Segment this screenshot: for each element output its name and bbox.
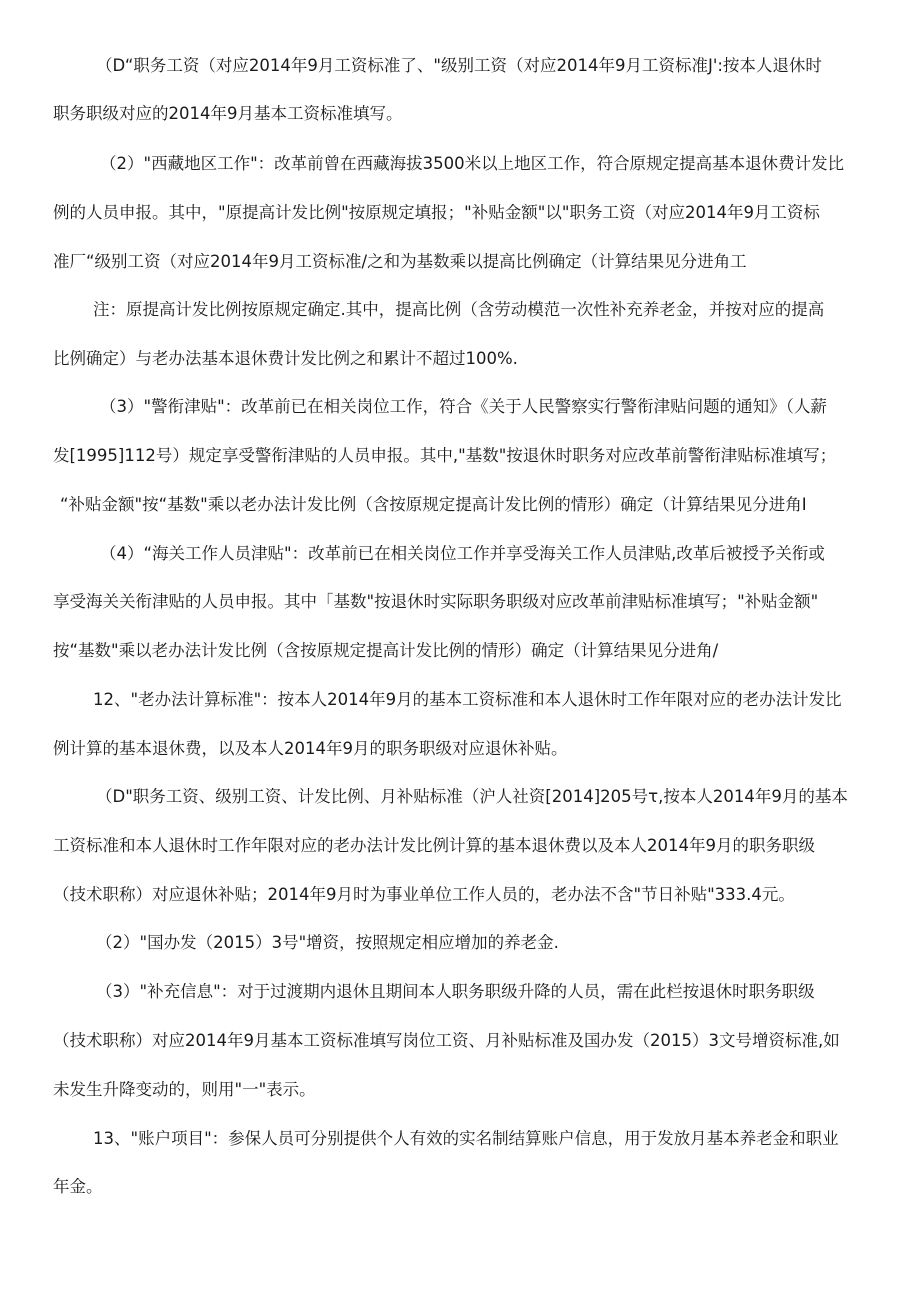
paragraph-line: （D"职务工资、级别工资、计发比例、月补贴标准（沪人社资[2014]205号τ,按本人2014年9月的基本: [96, 787, 848, 806]
paragraph-line: 年金。: [53, 1177, 103, 1196]
paragraph-line: 例计算的基本退休费，以及本人2014年9月的职务职级对应退休补贴。: [53, 739, 568, 758]
paragraph-line: “补贴金额"按“基数"乘以老办法计发比例（含按原规定提高计发比例的情形）确定（计算结果见分进角I: [60, 495, 807, 514]
paragraph-line: 例的人员申报。其中，"原提高计发比例"按原规定填报；"补贴金额"以"职务工资（对应2014年9月工资标: [53, 203, 820, 222]
paragraph-line: （4）“海关工作人员津贴"：改革前已在相关岗位工作并享受海关工作人员津贴,改革后被授予关衔或: [100, 544, 825, 563]
paragraph-line: （2）"西藏地区工作"：改革前曾在西藏海拔3500米以上地区工作，符合原规定提高基本退休费计发比: [100, 154, 845, 173]
paragraph-line: 职务职级对应的2014年9月基本工资标准填写。: [53, 104, 403, 123]
paragraph-line: （D“职务工资（对应2014年9月工资标准了、"级别工资（对应2014年9月工资标准J':按本人退休时: [96, 56, 822, 75]
paragraph-line: 享受海关关衔津贴的人员申报。其中「基数"按退休时实际职务职级对应改革前津贴标准填写；"补贴金额": [53, 592, 819, 611]
paragraph-line: （技术职称）对应退休补贴；2014年9月时为事业单位工作人员的，老办法不含"节日补贴"333.4元。: [53, 885, 795, 904]
paragraph-line: （技术职称）对应2014年9月基本工资标准填写岗位工资、月补贴标准及国办发（2015）3文号增资标准,如: [53, 1031, 840, 1050]
paragraph-line: 比例确定）与老办法基本退休费计发比例之和累计不超过100%.: [53, 349, 518, 368]
paragraph-line: （3）"补充信息"：对于过渡期内退休且期间本人职务职级升降的人员，需在此栏按退休时职务职级: [96, 982, 815, 1001]
paragraph-line: 工资标准和本人退休时工作年限对应的老办法计发比例计算的基本退休费以及本人2014年9月的职务职级: [53, 836, 815, 855]
paragraph-line: 发[1995]112号）规定享受警衔津贴的人员申报。其中,"基数"按退休时职务对应改革前警衔津贴标准填写；: [53, 446, 837, 465]
paragraph-line: 13、"账户项目"：参保人员可分别提供个人有效的实名制结算账户信息，用于发放月基本养老金和职业: [93, 1129, 839, 1148]
paragraph-line: 12、"老办法计算标准"：按本人2014年9月的基本工资标准和本人退休时工作年限对应的老办法计发比: [93, 690, 842, 709]
paragraph-line: 按“基数"乘以老办法计发比例（含按原规定提高计发比例的情形）确定（计算结果见分进角/: [53, 641, 719, 660]
paragraph-line: 注：原提高计发比例按原规定确定.其中，提高比例（含劳动模范一次性补充养老金，并按对应的提高: [93, 300, 825, 319]
paragraph-line: （3）"警衔津贴"：改革前已在相关岗位工作，符合《关于人民警察实行警衔津贴问题的通知》（人薪: [100, 397, 827, 416]
paragraph-line: （2）"国办发（2015）3号"增资，按照规定相应增加的养老金.: [96, 933, 559, 952]
paragraph-line: 准厂“级别工资（对应2014年9月工资标准/之和为基数乘以提高比例确定（计算结果见分进角工: [53, 252, 747, 271]
paragraph-line: 未发生升降变动的，则用"一"表示。: [53, 1080, 316, 1099]
